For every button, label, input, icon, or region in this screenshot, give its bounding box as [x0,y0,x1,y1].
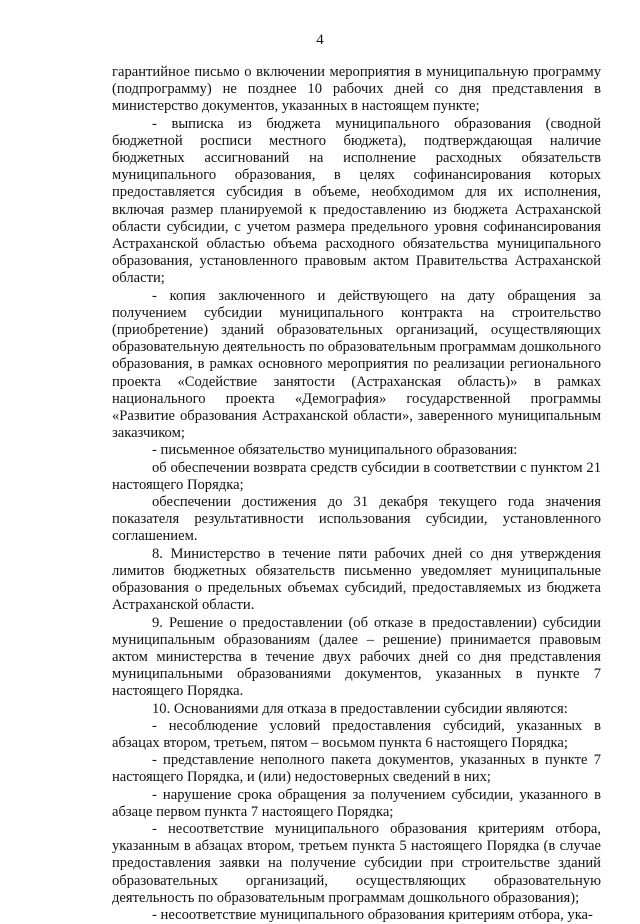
paragraph-item-8: 8. Министерство в течение пяти рабочих дней со дня утверждения лимитов бюджетных обязательств письменно уведомляет муниципальные образования о предельных объемах субсидий, предоставляемых из бюджета Астраханской области. [112,545,601,614]
paragraph-guarantee-letter: гарантийное письмо о включении мероприятия в муниципальную программу (подпрограмму) не позднее 10 рабочих дней со дня представления в министерство документов, указанных в настоящем пункте; [112,64,601,115]
paragraph-budget-extract: - выписка из бюджета муниципального образования (сводной бюджетной росписи местного бюджета), подтверждающая наличие бюджетных ассигнований на исполнение расходных обязательств муниципального образования, в целях софинансирования которых предоставляется субсидия в объеме, необходимом для их исполнения, включая размер планируемой к предоставлению из бюджета Астраханской области субсидии, с учетом размера предельного уровня софинансирования Астраханской областью объема расходного обязательства муниципального образования, установленного правовым актом Правительства Астраханской области; [112,115,601,287]
paragraph-contract-copy: - копия заключенного и действующего на дату обращения за получением субсидии муниципального контракта на строительство (приобретение) зданий образовательных организаций, осуществляющих образовательную деятельность по образовательным программам дошкольного образования, в рамках основного мероприятия по реализации регионального проекта «Содействие занятости (Астраханская область)» в рамках национального проекта «Демография» государственной программы «Развитие образования Астраханской области», заверенного муниципальным заказчиком; [112,287,601,442]
paragraph-refusal-incomplete-docs: - представление неполного пакета документов, указанных в пункте 7 настоящего Порядка, и (или) недостоверных сведений в них; [112,752,601,786]
paragraph-refusal-conditions: - несоблюдение условий предоставления субсидий, указанных в абзацах втором, третьем, пятом – восьмом пункта 6 настоящего Порядка; [112,717,601,751]
document-body [112,64,601,924]
paragraph-refund-obligation: об обеспечении возврата средств субсидии в соответствии с пунктом 21 настоящего Порядка; [112,459,601,493]
paragraph-item-9: 9. Решение о предоставлении (об отказе в предоставлении) субсидии муниципальным образованиям (далее – решение) принимается правовым актом министерства в течение двух рабочих дней со дня представления муниципальными образованиями документов, указанных в пункте 7 настоящего Порядка. [112,614,601,700]
page-number: 4 [316,32,324,48]
paragraph-refusal-criteria-2: - несоответствие муниципального образования критериям отбора, ука- [152,906,593,923]
paragraph-written-obligation: - письменное обязательство муниципального образования: [152,442,518,459]
paragraph-indicator-obligation: обеспечении достижения до 31 декабря текущего года значения показателя результативности использования субсидии, установленного соглашением. [112,494,601,545]
paragraph-refusal-deadline: - нарушение срока обращения за получением субсидии, указанного в абзаце первом пункта 7 настоящего Порядка; [112,786,601,820]
paragraph-item-10: 10. Основаниями для отказа в предоставлении субсидии являются: [152,700,568,717]
paragraph-refusal-criteria-1: - несоответствие муниципального образования критериям отбора, указанным в абзацах втором, третьем пункта 5 настоящего Порядка (в случае предоставления заявки на получение субсидии при строительстве зданий образовательных организаций, осуществляющих образовательную деятельность по образовательным программам дошкольного образования); [112,820,601,906]
